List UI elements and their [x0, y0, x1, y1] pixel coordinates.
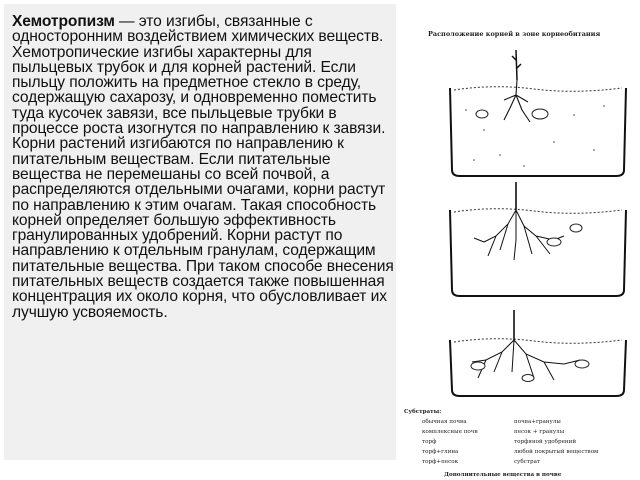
pot-illustrations — [404, 10, 636, 405]
paragraph-roots: Корни растений изгибаются по направлению к питательным веществам. Если питательные вещества не перемешаны со всей почвой, а распределяются отдельными очагами, корни растут по направлению к этим очагам. Такая способность корней определяет большую эффективность гранулированных удобрений. Корни растут по направлению к отдельным гранулам, содержащим питательные вещества. При таком способе внесения питательных веществ создается также повышенная концентрация их около корня, что обусловливает их лучшую усвояемость. — [12, 135, 394, 321]
granule-2 — [547, 238, 561, 246]
legend-left-3: торф+глина — [422, 449, 459, 455]
term-definition: — это изгибы, связанные с односторонним воздействием химических веществ. — [12, 13, 384, 46]
pot-2 — [450, 182, 626, 296]
intro-paragraph — [12, 14, 394, 45]
granule-3 — [471, 362, 485, 370]
legend-right-1: песок + гранулы — [514, 429, 565, 435]
term-chemotropism: Хемотропизм — [12, 13, 115, 30]
pot-1 — [450, 50, 626, 176]
roots-3 — [472, 340, 580, 380]
granule-1 — [532, 109, 548, 119]
legend-left-2: торф — [422, 439, 437, 445]
paragraph-pollen: Хемотропические изгибы характерны для пыльцевых трубок и для корней растений. Если пыльцу положить на предметное стекло в среду, содержащую сахарозу, и одновременно поместить туда кусочек завязи, все пыльцевые трубки в процессе роста изогнутся по направлению к завязи. — [12, 43, 386, 138]
legend-right-2: торфяной удобрений — [514, 439, 577, 445]
legend-right-3: любой покрытый веществом — [514, 449, 599, 455]
roots-2 — [474, 210, 564, 260]
legend-title: Субстраты: — [404, 409, 442, 415]
figure-legend — [404, 405, 636, 480]
legend-left-1: комплексные почв — [422, 429, 478, 435]
roots-1 — [504, 80, 530, 122]
text-panel — [4, 4, 396, 460]
article-text — [12, 14, 394, 320]
roots-figure — [404, 10, 636, 480]
legend-left-4: торф+песок — [422, 459, 459, 465]
legend-right-4: субстрат — [514, 459, 541, 465]
figure-caption: Расположение корней в зоне корнеобитания — [428, 30, 601, 38]
legend-left-0: обычная почва — [422, 419, 467, 425]
plant-stem-1 — [512, 50, 521, 80]
pot-3 — [450, 310, 626, 396]
legend-right-0: почва+гранулы — [514, 419, 561, 425]
legend-footer: Дополнительные вещества в почве — [444, 472, 562, 478]
